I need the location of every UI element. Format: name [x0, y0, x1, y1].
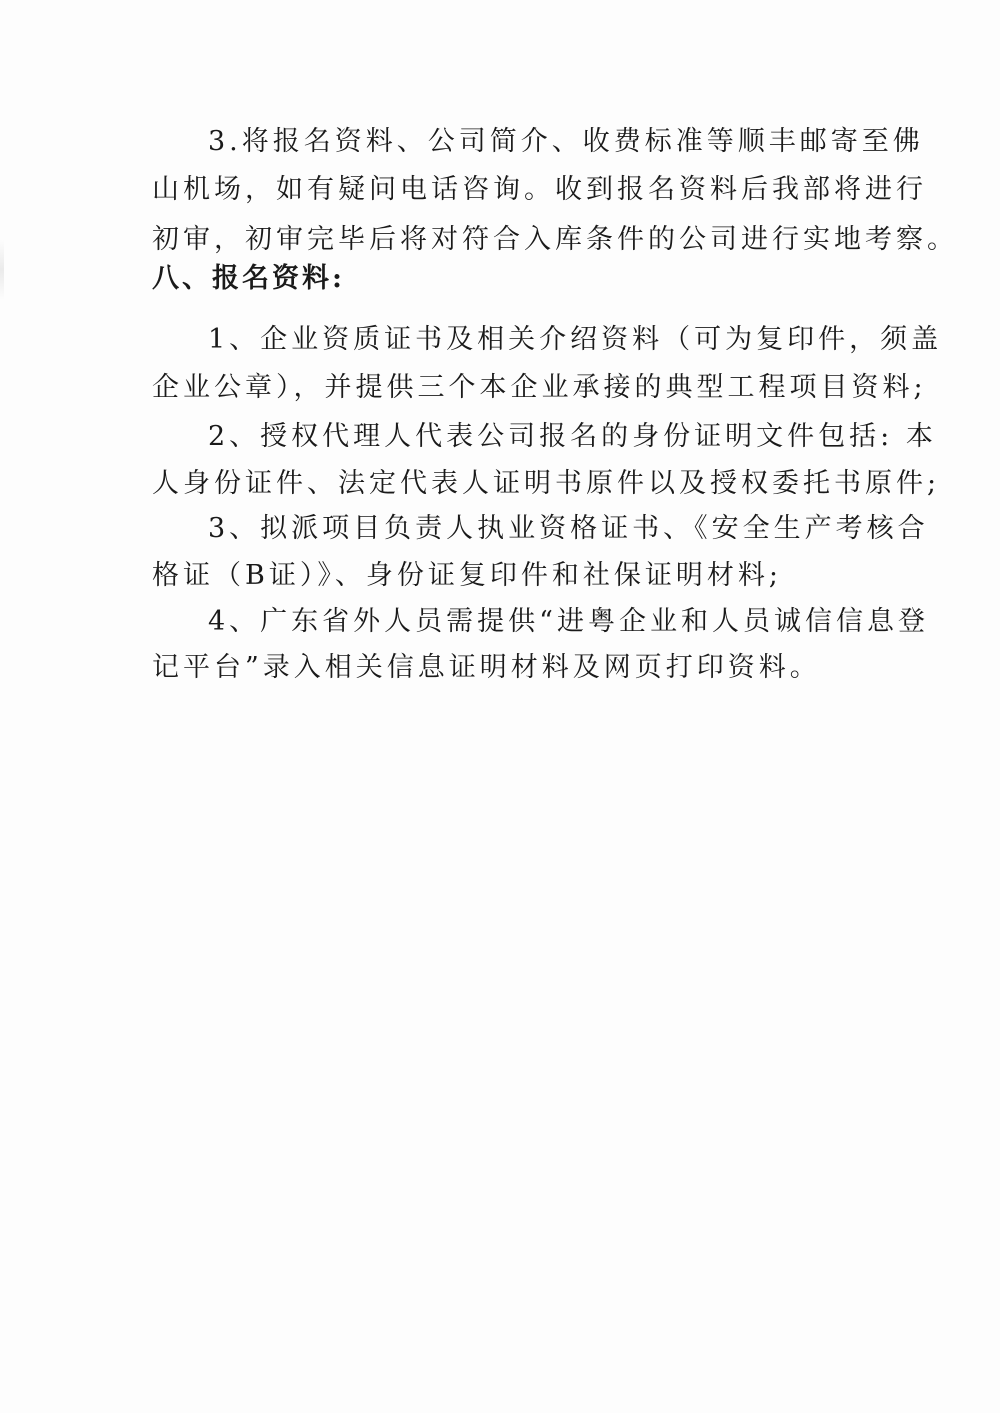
item-3-line-2: 山机场，如有疑问电话咨询。收到报名资料后我部将进行	[152, 174, 927, 205]
list-item-3-line-2: 格证（B证）》、身份证复印件和社保证明材料;	[152, 560, 782, 591]
item-3-line-1: 3.将报名资料、公司简介、收费标准等顺丰邮寄至佛	[208, 126, 924, 157]
list-item-4-line-1: 4、广东省外人员需提供“进粤企业和人员诚信信息登	[208, 606, 929, 637]
scan-edge-mark	[0, 240, 4, 300]
list-item-4-line-2: 记平台”录入相关信息证明材料及网页打印资料。	[152, 652, 821, 683]
list-item-1-line-2: 企业公章），并提供三个本企业承接的典型工程项目资料;	[152, 372, 927, 403]
list-item-2-line-1: 2、授权代理人代表公司报名的身份证明文件包括: 本	[208, 421, 937, 452]
list-item-1-line-1: 1、企业资质证书及相关介绍资料（可为复印件，须盖	[208, 324, 943, 355]
section-heading: 八、报名资料:	[152, 263, 345, 294]
item-3-line-3: 初审，初审完毕后将对符合入库条件的公司进行实地考察。	[152, 224, 958, 255]
list-item-2-line-2: 人身份证件、法定代表人证明书原件以及授权委托书原件;	[152, 468, 941, 499]
list-item-3-line-1: 3、拟派项目负责人执业资格证书、《安全生产考核合	[208, 513, 929, 544]
